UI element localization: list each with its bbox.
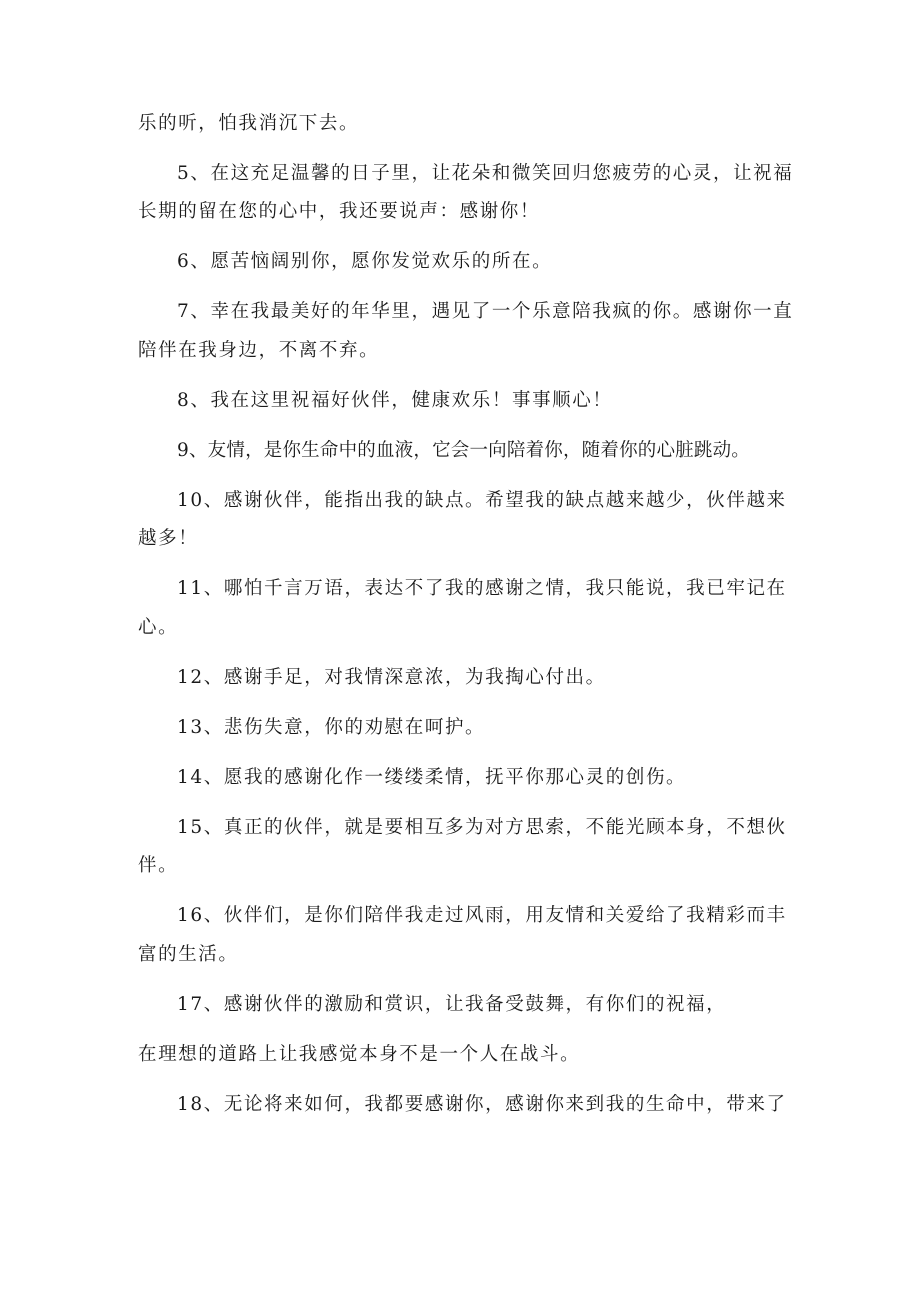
- text-line: 长期的留在您的心中，我还要说声：感谢你！: [138, 201, 541, 222]
- text-line: 18、无论将来如何，我都要感谢你，感谢你来到我的生命中，带来了: [177, 1094, 787, 1115]
- text-line: 15、真正的伙伴，就是要相互多为对方思索，不能光顾本身，不想伙: [177, 817, 787, 838]
- text-line: 乐的听，怕我消沉下去。: [138, 113, 360, 134]
- text-line: 越多！: [138, 528, 199, 549]
- text-line: 心。: [138, 617, 179, 638]
- text-line: 6、愿苦恼阔别你，愿你发觉欢乐的所在。: [177, 251, 553, 272]
- text-line: 7、幸在我最美好的年华里，遇见了一个乐意陪我疯的你。感谢你一直: [177, 301, 794, 322]
- text-line: 陪伴在我身边，不离不弃。: [138, 340, 380, 361]
- text-line: 13、悲伤失意，你的劝慰在呵护。: [177, 717, 486, 738]
- text-line: 伴。: [138, 855, 179, 876]
- text-line: 9、友情，是你生命中的血液，它会一向陪着你，随着你的心脏跳动。: [177, 440, 750, 461]
- text-line: 在理想的道路上让我感觉本身不是一个人在战斗。: [138, 1044, 581, 1065]
- text-line: 11、哪怕千言万语，表达不了我的感谢之情，我只能说，我已牢记在: [177, 578, 787, 599]
- text-line: 富的生活。: [138, 944, 239, 965]
- text-line: 17、感谢伙伴的激励和赏识，让我备受鼓舞，有你们的祝福，: [177, 994, 727, 1015]
- text-line: 16、伙伴们，是你们陪伴我走过风雨，用友情和关爱给了我精彩而丰: [177, 905, 787, 926]
- text-line: 14、愿我的感谢化作一缕缕柔情，抚平你那心灵的创伤。: [177, 767, 687, 788]
- text-line: 8、我在这里祝福好伙伴，健康欢乐！事事顺心！: [177, 390, 613, 411]
- text-line: 10、感谢伙伴，能指出我的缺点。希望我的缺点越来越少，伙伴越来: [177, 490, 787, 511]
- text-line: 12、感谢手足，对我情深意浓，为我掏心付出。: [177, 667, 606, 688]
- text-line: 5、在这充足温馨的日子里，让花朵和微笑回归您疲劳的心灵，让祝福: [177, 163, 794, 184]
